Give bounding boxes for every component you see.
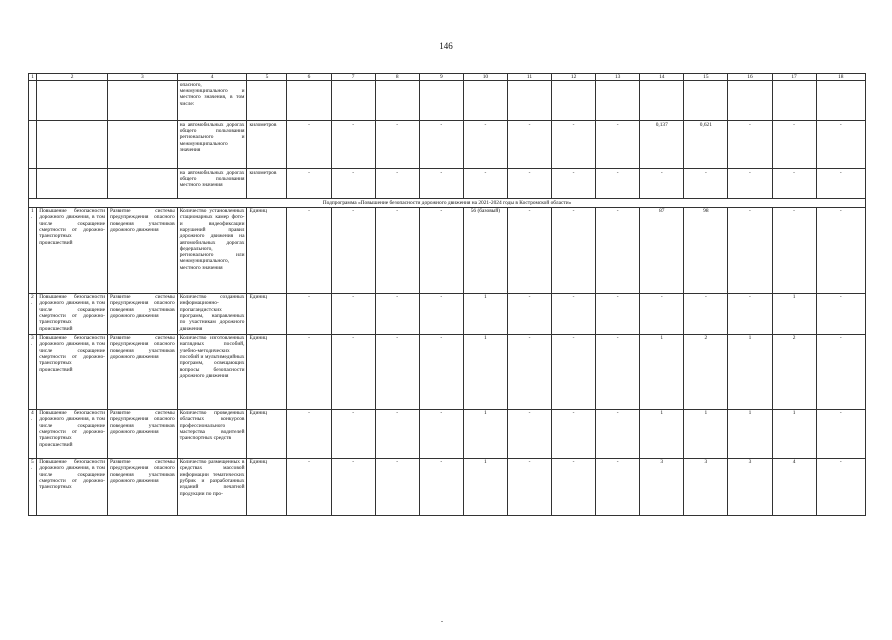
value-cell: 1 <box>728 409 772 458</box>
value-cell: - <box>640 293 684 334</box>
table-row <box>29 207 866 293</box>
value-cell: - <box>507 334 551 409</box>
col-number: 16 <box>728 74 772 81</box>
value-cell <box>507 81 551 121</box>
goal-cell: Повышение безопасности дорожного движения, в том числе сокращение смертности от дорожно-транспортных происшествий <box>37 207 108 293</box>
row-number-cell: 4. <box>29 409 37 458</box>
value-cell: - <box>552 409 596 458</box>
col-number: 3 <box>107 74 177 81</box>
indicators-table <box>28 73 866 516</box>
value-cell: - <box>507 121 551 169</box>
value-cell: - <box>331 207 375 293</box>
value-cell: 3 <box>640 458 684 515</box>
value-cell: 1 <box>772 409 816 458</box>
value-cell: - <box>463 121 507 169</box>
value-cell: - <box>419 458 463 515</box>
value-cell: 0,621 <box>684 121 728 169</box>
value-cell: 2 <box>772 334 816 409</box>
value-cell: - <box>375 458 419 515</box>
col-number: 13 <box>596 74 640 81</box>
col-number: 12 <box>552 74 596 81</box>
subprogram-title: Подпрограмма «Повышение безопасности дорожного движения на 2021-2024 годы в Костромской области» <box>29 199 866 207</box>
value-cell: - <box>816 169 865 199</box>
value-cell: - <box>816 334 865 409</box>
value-cell: - <box>419 409 463 458</box>
value-cell: 0,137 <box>640 121 684 169</box>
value-cell: 98 <box>684 207 728 293</box>
indicator-cell: на автомобильных дорогах общего пользования местного значения <box>177 169 247 199</box>
value-cell: 1 <box>463 293 507 334</box>
value-cell: - <box>596 409 640 458</box>
continuation-row <box>29 81 866 121</box>
value-cell: - <box>596 169 640 199</box>
unit-cell: километров <box>247 121 287 169</box>
value-cell: - <box>552 293 596 334</box>
col-number: 9 <box>419 74 463 81</box>
value-cell: - <box>287 207 331 293</box>
goal-cell: Повышение безопасности дорожного движения, в том числе сокращение смертности от дорожно-транспортных <box>37 458 108 515</box>
col-number: 17 <box>772 74 816 81</box>
unit-cell: Единиц <box>247 293 287 334</box>
row-number-cell <box>29 121 37 169</box>
indicator-cell: на автомобильных дорогах общего пользования регионального и межмуниципального значения <box>177 121 247 169</box>
value-cell: - <box>419 334 463 409</box>
value-cell <box>331 81 375 121</box>
value-cell: - <box>728 293 772 334</box>
col-number: 15 <box>684 74 728 81</box>
value-cell: - <box>331 458 375 515</box>
goal-cell: Повышение безопасности дорожного движения, в том числе сокращение смертности от дорожно-транспортных происшествий <box>37 293 108 334</box>
unit-cell: километров <box>247 169 287 199</box>
value-cell: - <box>507 207 551 293</box>
value-cell: 2 <box>684 334 728 409</box>
value-cell <box>375 81 419 121</box>
value-cell: - <box>772 121 816 169</box>
value-cell: 1 <box>463 458 507 515</box>
value-cell: - <box>375 207 419 293</box>
value-cell: - <box>375 169 419 199</box>
value-cell: - <box>816 293 865 334</box>
col-number: 1 <box>29 74 37 81</box>
value-cell: - <box>552 334 596 409</box>
value-cell: - <box>816 207 865 293</box>
value-cell <box>728 81 772 121</box>
row-number-cell: 1. <box>29 207 37 293</box>
goal-cell: Повышение безопасности дорожного движения, в том числе сокращение смертности от дорожно-транспортных происшествий <box>37 334 108 409</box>
value-cell: - <box>552 458 596 515</box>
goal-cell: Повышение безопасности дорожного движения, в том числе сокращение смертности от дорожно-транспортных происшествий <box>37 409 108 458</box>
table-row <box>29 293 866 334</box>
value-cell: - <box>419 169 463 199</box>
goal-cell <box>37 169 108 199</box>
value-cell: - <box>596 334 640 409</box>
value-cell: - <box>375 334 419 409</box>
row-number-cell: 5. <box>29 458 37 515</box>
goal-cell <box>37 121 108 169</box>
task-cell <box>107 121 177 169</box>
value-cell: 1 <box>463 409 507 458</box>
value-cell: - <box>375 409 419 458</box>
value-cell: - <box>552 169 596 199</box>
value-cell: 3 <box>728 458 772 515</box>
value-cell: - <box>419 293 463 334</box>
value-cell: 87 <box>640 207 684 293</box>
value-cell: - <box>596 207 640 293</box>
unit-cell <box>247 81 287 121</box>
value-cell: - <box>419 207 463 293</box>
col-number: 6 <box>287 74 331 81</box>
table-row <box>29 409 866 458</box>
value-cell: - <box>287 293 331 334</box>
unit-cell: Единиц <box>247 409 287 458</box>
continuation-row <box>29 169 866 199</box>
continuation-row <box>29 121 866 169</box>
indicator-cell: опасного, межмуниципального и местного значения, в том числе: <box>177 81 247 121</box>
value-cell: - <box>331 121 375 169</box>
value-cell <box>419 81 463 121</box>
col-number: 18 <box>816 74 865 81</box>
col-number: 4 <box>177 74 247 81</box>
value-cell <box>640 81 684 121</box>
value-cell <box>463 81 507 121</box>
value-cell: 4 <box>772 458 816 515</box>
value-cell: - <box>640 169 684 199</box>
table-row <box>29 458 866 515</box>
indicator-cell: Количество созданных информационно-пропагандистских программ, направленных по участникам дорожного движения <box>177 293 247 334</box>
value-cell <box>772 81 816 121</box>
value-cell: 56 (базовый) <box>463 207 507 293</box>
value-cell: - <box>552 207 596 293</box>
value-cell: 1 <box>463 334 507 409</box>
value-cell: 1 <box>684 409 728 458</box>
scan-mark <box>441 621 443 622</box>
unit-cell: Единиц <box>247 207 287 293</box>
value-cell <box>816 81 865 121</box>
col-number: 11 <box>507 74 551 81</box>
value-cell: - <box>375 293 419 334</box>
value-cell: - <box>287 334 331 409</box>
value-cell: - <box>507 458 551 515</box>
col-number: 8 <box>375 74 419 81</box>
unit-cell: Единиц <box>247 334 287 409</box>
task-cell <box>107 169 177 199</box>
indicator-cell: Количество проведенных областных конкурсов профессионального мастерства водителей транспортных средств <box>177 409 247 458</box>
value-cell: - <box>331 409 375 458</box>
task-cell <box>107 81 177 121</box>
indicator-cell: Количество установленных стационарных камер фото- и видеофиксации нарушений правил дорожного движения на автомобильных дорогах федерального, регионального или межмуниципального, местного значения <box>177 207 247 293</box>
task-cell: Развитие системы предупреждения опасного поведения участников дорожного движения <box>107 458 177 515</box>
value-cell: - <box>331 169 375 199</box>
value-cell: - <box>596 121 640 169</box>
value-cell: 3 <box>684 458 728 515</box>
row-number-cell <box>29 169 37 199</box>
value-cell <box>596 81 640 121</box>
page-number: 146 <box>439 41 453 51</box>
task-cell: Развитие системы предупреждения опасного поведения участников дорожного движения <box>107 334 177 409</box>
col-number: 2 <box>37 74 108 81</box>
subprogram-row <box>29 199 866 207</box>
value-cell: - <box>816 409 865 458</box>
value-cell <box>552 81 596 121</box>
value-cell: - <box>463 169 507 199</box>
value-cell <box>684 81 728 121</box>
value-cell: - <box>816 121 865 169</box>
value-cell: - <box>728 169 772 199</box>
unit-cell: Единиц <box>247 458 287 515</box>
col-number: 5 <box>247 74 287 81</box>
value-cell: - <box>287 169 331 199</box>
row-number-cell <box>29 81 37 121</box>
column-number-row <box>29 74 866 81</box>
value-cell: - <box>287 409 331 458</box>
row-number-cell: 2. <box>29 293 37 334</box>
value-cell: - <box>507 293 551 334</box>
value-cell: - <box>684 169 728 199</box>
value-cell: - <box>419 121 463 169</box>
value-cell <box>287 81 331 121</box>
row-number-cell: 3. <box>29 334 37 409</box>
value-cell: - <box>331 293 375 334</box>
value-cell: - <box>287 121 331 169</box>
goal-cell <box>37 81 108 121</box>
indicator-cell: Количество изготовленных наглядных пособий, учебно-методических пособий и мультимедийных программ, освещающих вопросы безопасности дорожного движения <box>177 334 247 409</box>
value-cell: - <box>596 458 640 515</box>
value-cell: - <box>287 458 331 515</box>
indicator-cell: Количество размещенных в средствах массовой информации тематических рубрик и разработанных изданий печатной продукции по про- <box>177 458 247 515</box>
value-cell: - <box>816 458 865 515</box>
value-cell: - <box>552 121 596 169</box>
value-cell: 1 <box>772 293 816 334</box>
value-cell: - <box>728 207 772 293</box>
task-cell: Развитие системы предупреждения опасного поведения участников дорожного движения <box>107 207 177 293</box>
col-number: 10 <box>463 74 507 81</box>
value-cell: - <box>772 169 816 199</box>
value-cell: - <box>728 121 772 169</box>
value-cell: - <box>772 207 816 293</box>
col-number: 7 <box>331 74 375 81</box>
value-cell: 1 <box>640 409 684 458</box>
table-row <box>29 334 866 409</box>
value-cell: 1 <box>728 334 772 409</box>
value-cell: - <box>684 293 728 334</box>
task-cell: Развитие системы предупреждения опасного поведения участников дорожного движения <box>107 293 177 334</box>
task-cell: Развитие системы предупреждения опасного поведения участников дорожного движения <box>107 409 177 458</box>
value-cell: 1 <box>640 334 684 409</box>
value-cell: - <box>331 334 375 409</box>
value-cell: - <box>507 409 551 458</box>
value-cell: - <box>507 169 551 199</box>
value-cell: - <box>375 121 419 169</box>
col-number: 14 <box>640 74 684 81</box>
value-cell: - <box>596 293 640 334</box>
